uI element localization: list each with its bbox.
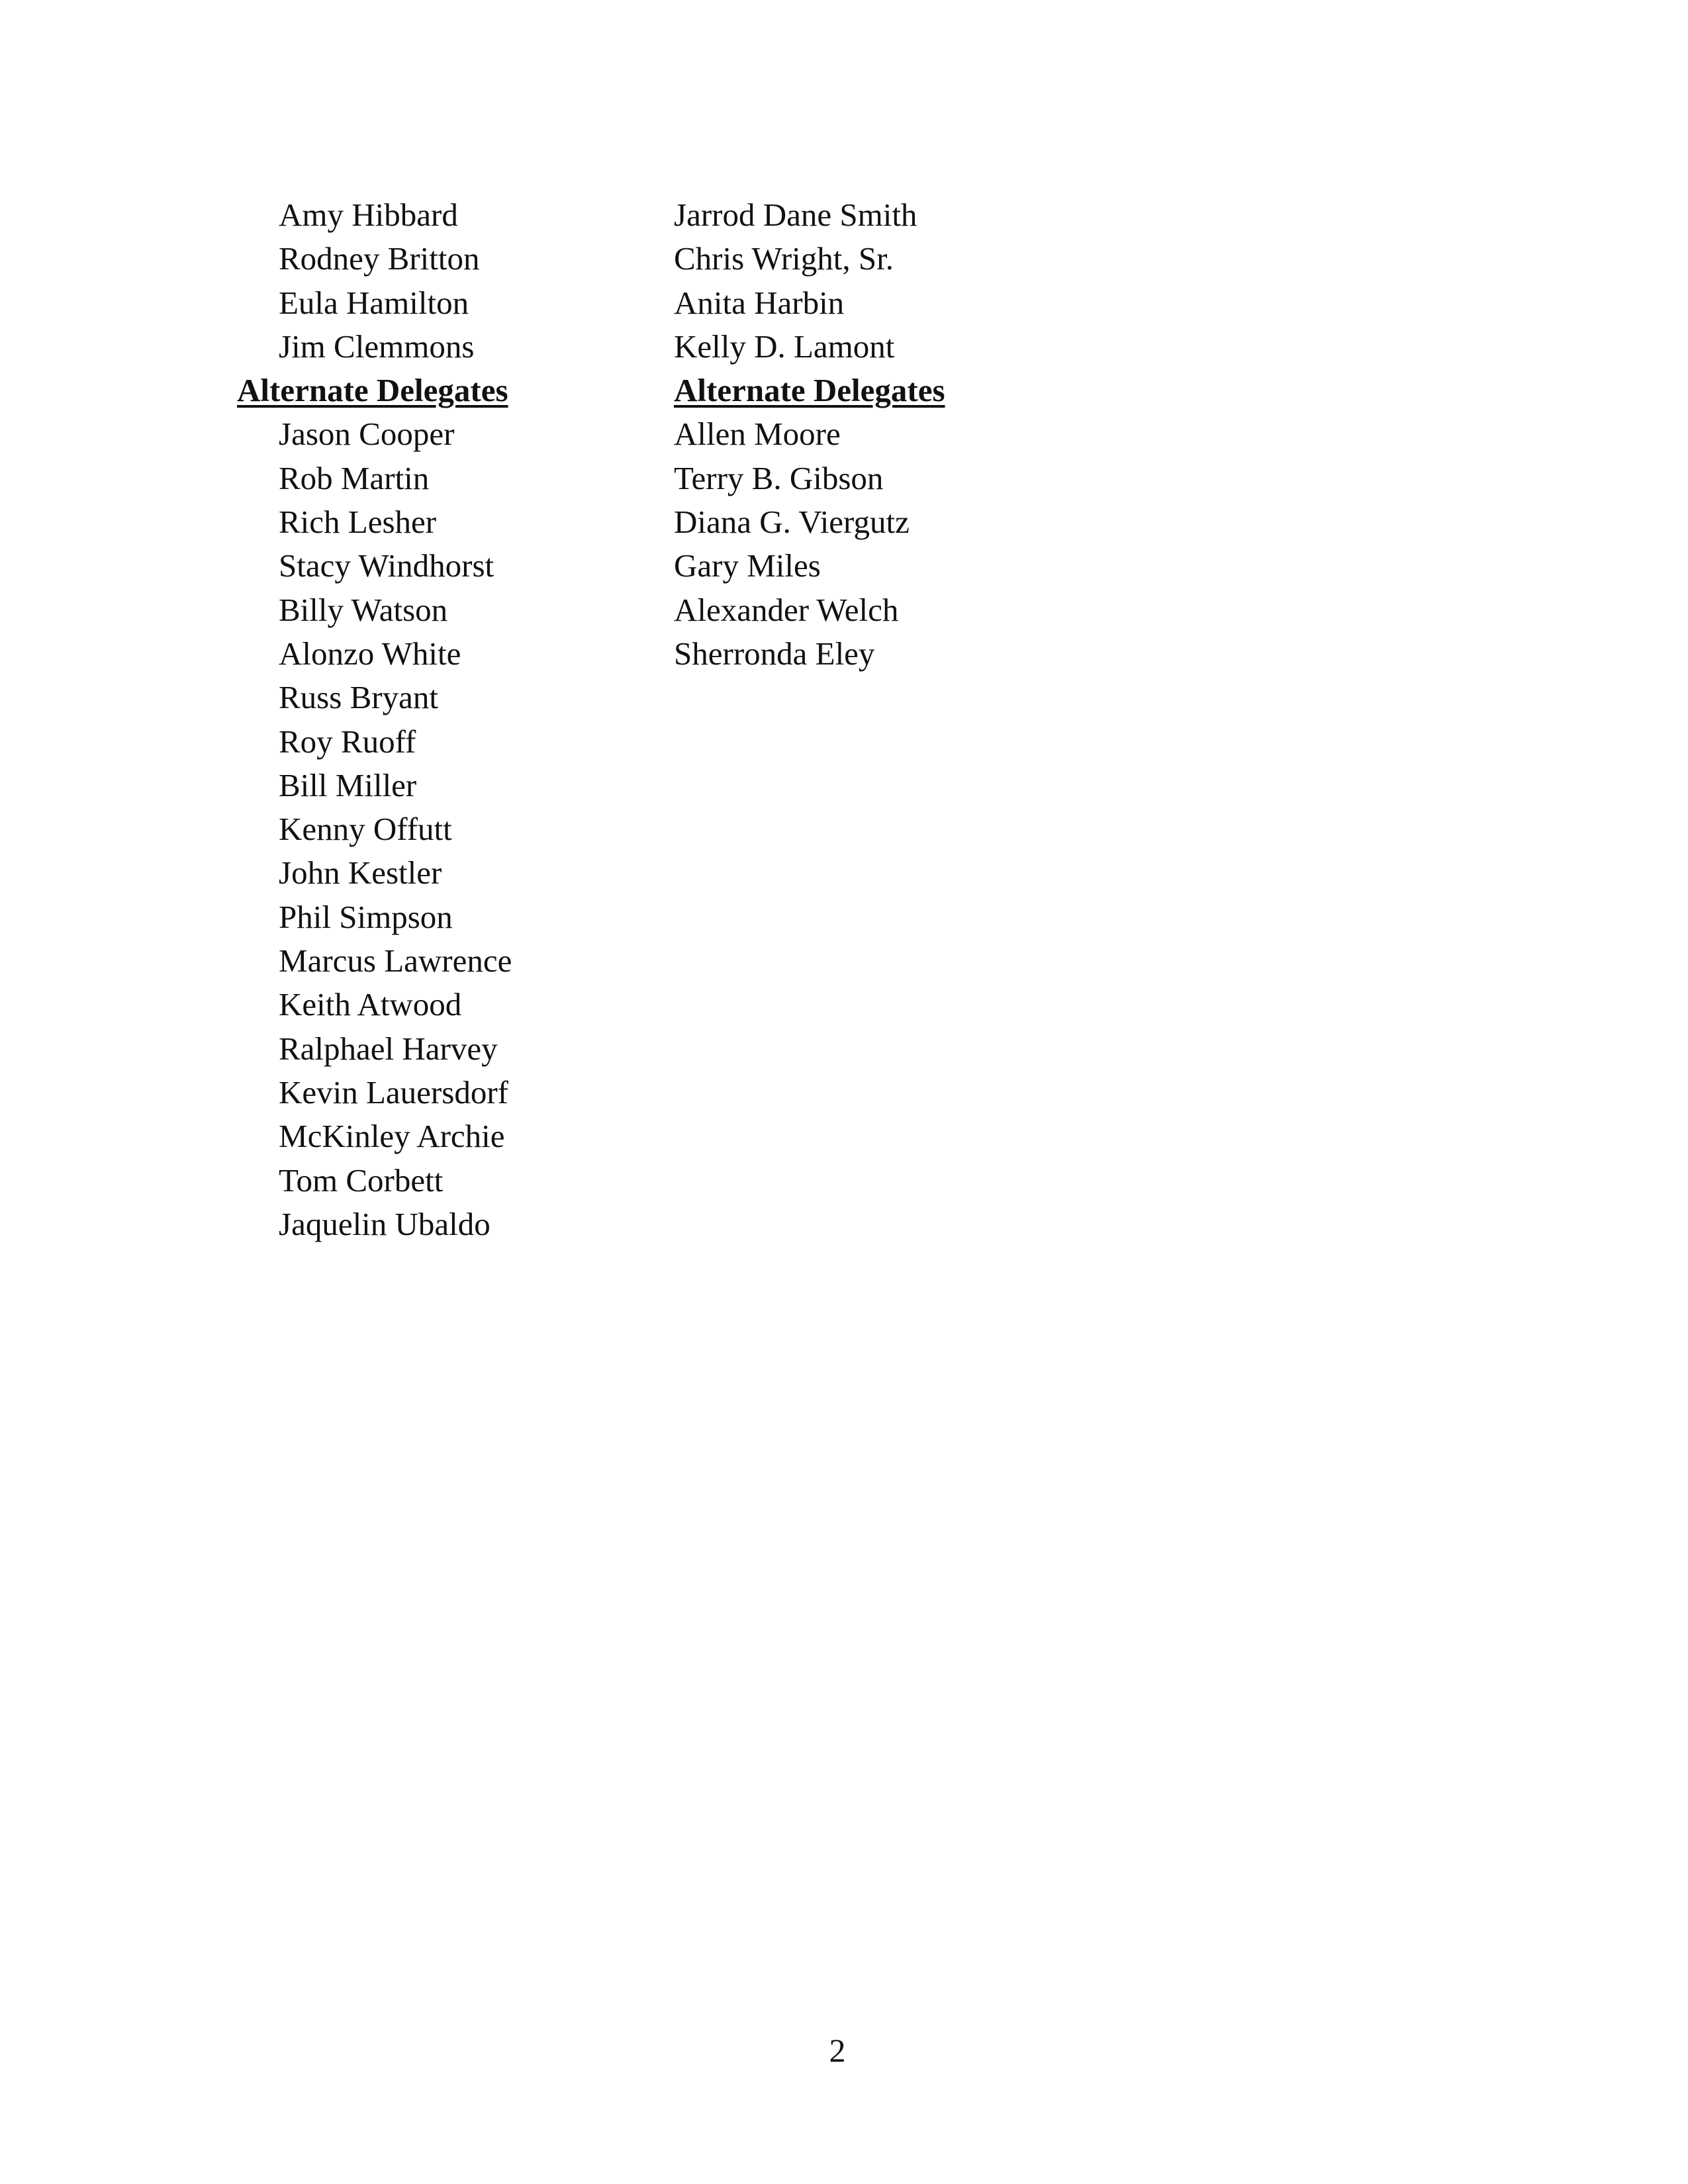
list-item: Stacy Windhorst — [279, 547, 494, 584]
left-delegates-list — [237, 193, 608, 369]
right-alternates-heading: Alternate Delegates — [674, 372, 945, 409]
list-item: Gary Miles — [674, 547, 821, 584]
list-item: McKinley Archie — [279, 1118, 505, 1155]
list-item: Tom Corbett — [279, 1161, 444, 1199]
left-alternates-list — [237, 412, 608, 1246]
list-item: Rodney Britton — [279, 240, 480, 277]
list-item: Ralphael Harvey — [279, 1030, 498, 1067]
list-item: Diana G. Viergutz — [674, 504, 910, 541]
right-delegates-list — [674, 193, 1071, 369]
list-item: Terry B. Gibson — [674, 459, 884, 496]
list-item: Allen Moore — [674, 416, 841, 453]
page-number: 2 — [829, 2032, 846, 2069]
list-item: Billy Watson — [279, 591, 448, 628]
list-item: Russ Bryant — [279, 679, 438, 716]
right-alternates-list — [674, 412, 1071, 676]
list-item: Sherronda Eley — [674, 635, 875, 672]
list-item: Jarrod Dane Smith — [674, 197, 917, 233]
list-item: Roy Ruoff — [279, 723, 416, 760]
list-item: Alonzo White — [279, 635, 461, 672]
list-item: Phil Simpson — [279, 898, 453, 935]
left-alternates-heading: Alternate Delegates — [237, 372, 508, 409]
list-item: Kevin Lauersdorf — [279, 1073, 508, 1111]
list-item: Rich Lesher — [279, 504, 437, 541]
left-column — [237, 193, 608, 1246]
right-column — [674, 193, 1071, 676]
list-item: Bill Miller — [279, 766, 417, 803]
list-item: Alexander Welch — [674, 591, 899, 628]
list-item: Anita Harbin — [674, 284, 845, 321]
list-item: Jaquelin Ubaldo — [279, 1205, 491, 1242]
list-item: Rob Martin — [279, 459, 430, 496]
list-item: Amy Hibbard — [279, 197, 458, 233]
list-item: Jim Clemmons — [279, 328, 475, 365]
list-item: Keith Atwood — [279, 986, 462, 1023]
list-item: Kelly D. Lamont — [674, 328, 895, 365]
list-item: Jason Cooper — [279, 416, 455, 453]
list-item: Eula Hamilton — [279, 284, 469, 321]
list-item: John Kestler — [279, 854, 442, 891]
list-item: Chris Wright, Sr. — [674, 240, 894, 277]
list-item: Kenny Offutt — [279, 811, 452, 848]
list-item: Marcus Lawrence — [279, 942, 512, 979]
